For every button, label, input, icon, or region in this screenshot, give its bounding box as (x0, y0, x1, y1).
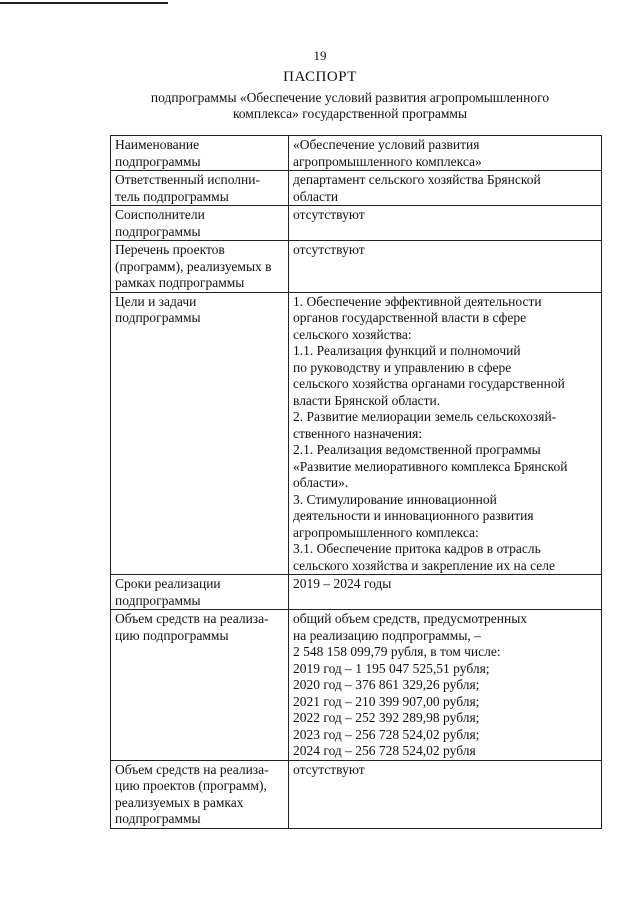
document-subtitle (130, 90, 570, 122)
row-label-line: Соисполнители (115, 207, 205, 222)
row-value-line: сельского хозяйства и закрепление их на селе (293, 557, 556, 573)
row-label-line: Сроки реализации (115, 576, 221, 591)
row-label-line: подпрограммы (115, 592, 201, 608)
row-label-cell (111, 136, 289, 171)
row-label-line: подпрограммы (115, 153, 201, 169)
row-value-line: деятельности и инновационного развития (293, 508, 534, 523)
row-value-line: общий объем средств, предусмотренных (293, 611, 528, 626)
row-label-line: подпрограммы (115, 310, 201, 325)
row-label-cell (111, 206, 289, 241)
row-value-line: департамент сельского хозяйства Брянской (293, 172, 541, 187)
row-value-line: сельского хозяйства: (293, 326, 412, 342)
row-label-line: цию проектов (программ), (115, 778, 267, 793)
table-row (111, 760, 602, 828)
row-value-line: 2019 – 2024 годы (293, 576, 392, 591)
row-label-cell (111, 575, 289, 610)
row-value-line: на реализацию подпрограммы, – (293, 627, 481, 643)
row-value-line: власти Брянской области. (293, 392, 441, 408)
row-value-line: ственного назначения: (293, 425, 423, 441)
subtitle-line: подпрограммы «Обеспечение условий развития агропромышленного (150, 90, 550, 105)
row-label-cell (111, 171, 289, 206)
row-value-line: 2.1. Реализация ведомственной программы (293, 442, 541, 457)
page-number: 19 (313, 48, 327, 63)
row-label-line: реализуемых в рамках (115, 794, 244, 810)
row-value-line: отсутствуют (293, 242, 365, 257)
row-label-line: Наименование (115, 137, 200, 152)
row-value-line: сельского хозяйства органами государственной (293, 376, 565, 391)
table-row (111, 610, 602, 761)
table-row (111, 171, 602, 206)
row-value-line: агропромышленного комплекса: (293, 524, 479, 540)
row-value-line: «Развитие мелиоративного комплекса Брянской (293, 458, 568, 474)
row-value-cell (289, 292, 602, 575)
row-label-line: подпрограммы (115, 811, 201, 826)
row-value-line: 2020 год – 376 861 329,26 рубля; (293, 677, 480, 692)
row-label-line: Объем средств на реализа- (115, 611, 269, 626)
row-value-line: 2. Развитие мелиорации земель сельскохозяй- (293, 409, 557, 424)
row-value-line: 1.1. Реализация функций и полномочий (293, 343, 521, 358)
row-value-cell (289, 241, 602, 293)
table-row (111, 136, 602, 171)
row-value-line: по руководству и управлению в сфере (293, 359, 512, 375)
table-row (111, 292, 602, 575)
row-value-line: отсутствуют (293, 761, 365, 777)
table-row (111, 241, 602, 293)
row-value-line: агропромышленного комплекса» (293, 153, 482, 169)
row-label-line: цию подпрограммы (115, 627, 229, 643)
passport-table-body (111, 136, 602, 829)
row-value-line: отсутствуют (293, 207, 365, 222)
passport-table (110, 135, 602, 829)
row-value-line: 3.1. Обеспечение притока кадров в отрасль (293, 541, 541, 556)
row-value-line: 2 548 158 099,79 рубля, в том числе: (293, 644, 501, 659)
row-value-cell (289, 610, 602, 761)
row-label-cell (111, 241, 289, 293)
row-value-cell (289, 760, 602, 828)
row-value-line: 2024 год – 256 728 524,02 рубля (293, 743, 476, 758)
row-value-line: 2023 год – 256 728 524,02 рубля; (293, 726, 480, 742)
row-value-line: 3. Стимулирование инновационной (293, 491, 497, 507)
row-label-line: Перечень проектов (115, 242, 225, 257)
row-value-line: 2019 год – 1 195 047 525,51 рубля; (293, 660, 490, 676)
row-value-cell (289, 206, 602, 241)
document-title: ПАСПОРТ (283, 69, 357, 85)
row-value-cell (289, 136, 602, 171)
row-label-cell (111, 610, 289, 761)
subtitle-line: комплекса» государственной программы (232, 106, 468, 121)
row-value-line: области (293, 188, 339, 204)
row-label-line: Ответственный исполни- (115, 172, 260, 187)
row-value-cell (289, 575, 602, 610)
row-label-line: тель подпрограммы (115, 188, 229, 204)
row-label-cell (111, 292, 289, 575)
row-label-cell (111, 760, 289, 828)
row-value-line: 1. Обеспечение эффективной деятельности (293, 293, 542, 309)
row-label-line: Объем средств на реализа- (115, 761, 269, 777)
table-row (111, 575, 602, 610)
top-rule (0, 2, 168, 4)
row-value-line: органов государственной власти в сфере (293, 310, 527, 325)
table-row (111, 206, 602, 241)
row-label-line: (программ), реализуемых в (115, 258, 272, 274)
row-value-line: 2021 год – 210 399 907,00 рубля; (293, 693, 480, 709)
row-value-line: «Обеспечение условий развития (293, 137, 480, 152)
row-label-line: Цели и задачи (115, 293, 197, 309)
row-value-line: 2022 год – 252 392 289,98 рубля; (293, 710, 480, 725)
row-label-line: рамках подпрограммы (115, 275, 245, 290)
row-value-cell (289, 171, 602, 206)
row-label-line: подпрограммы (115, 223, 201, 239)
row-value-line: области». (293, 475, 349, 490)
